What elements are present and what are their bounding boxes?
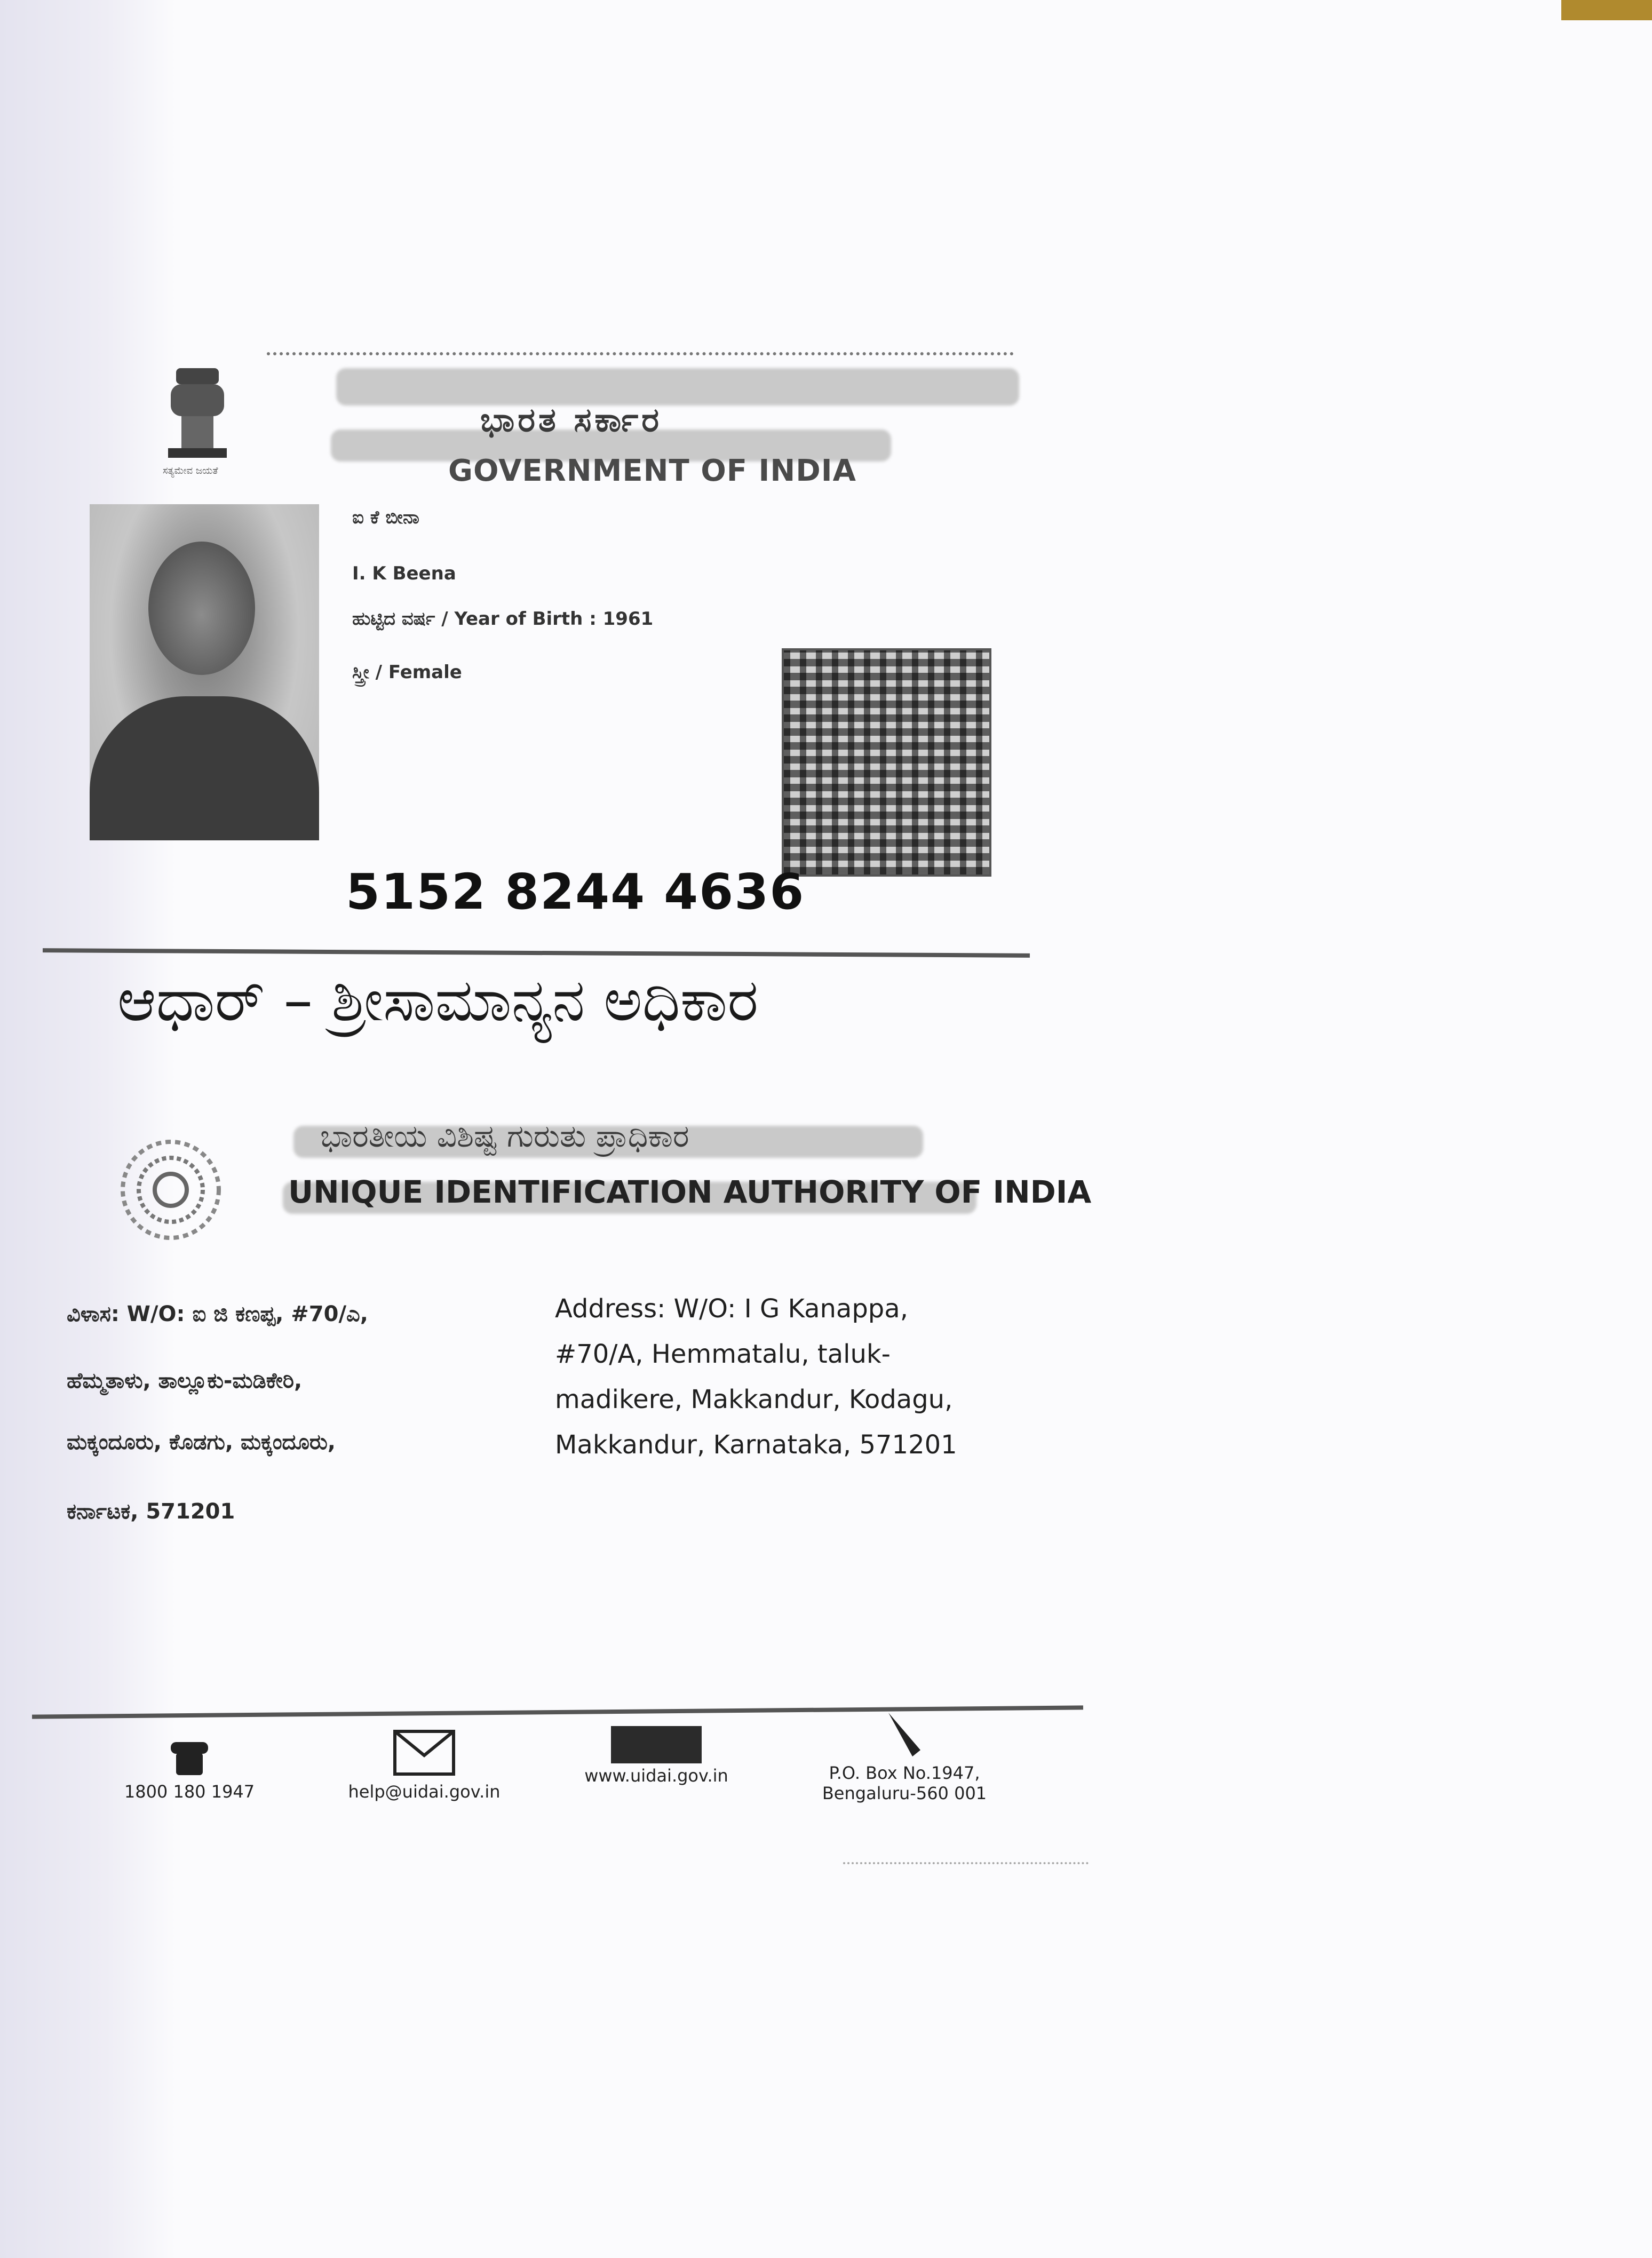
mail-icon [392,1726,456,1779]
phone-number: 1800 180 1947 [124,1782,255,1802]
address-kannada-line: ಕರ್ನಾಟಕ, 571201 [67,1499,235,1524]
divider-line [43,948,1030,958]
card-top-edge [267,352,1014,363]
web-icon [611,1726,702,1763]
footer-website [560,1726,752,1786]
aadhaar-number: 5152 8244 4636 [346,863,805,920]
emblem-caption: ಸತ್ಯಮೇವ ಜಯತೆ [163,465,218,476]
footer-phone [120,1737,259,1802]
gender: ಸ್ತ್ರೀ / Female [352,662,462,683]
phone-icon [165,1737,213,1779]
footer-address [790,1707,1019,1803]
aadhaar-slogan: ಆಧಾರ್ – ಶ್ರೀಸಾಮಾನ್ಯನ ಅಧಿಕಾರ [117,966,759,1034]
address-english-line: Address: W/O: I G Kanappa, [555,1294,908,1324]
po-box-line2: Bengaluru-560 001 [822,1783,987,1803]
pen-icon [880,1707,928,1761]
footer-email [320,1726,528,1802]
holder-photo [90,504,319,840]
address-english-line: #70/A, Hemmatalu, taluk- [555,1339,891,1369]
address-kannada-line: ಮಕ್ಕಂದೂರು, ಕೊಡಗು, ಮಕ್ಕಂದೂರು, [67,1430,336,1454]
header-english: GOVERNMENT OF INDIA [448,454,856,488]
year-of-birth: ಹುಟ್ಟಿದ ವರ್ಷ / Year of Birth : 1961 [352,608,654,630]
page-shadow [0,0,176,2258]
po-box-line1: P.O. Box No.1947, [829,1763,980,1783]
address-english-line: madikere, Makkandur, Kodagu, [555,1385,953,1414]
email-address: help@uidai.gov.in [348,1782,501,1802]
address-kannada-line: ಹೆಮ್ಮತಾಳು, ತಾಲ್ಲೂಕು-ಮಡಿಕೇರಿ, [67,1369,303,1393]
background-corner [1561,0,1652,20]
name-english: I. K Beena [352,563,456,584]
authority-english: UNIQUE IDENTIFICATION AUTHORITY OF INDIA [288,1174,1092,1210]
header-smudge [336,368,1019,406]
address-english-line: Makkandur, Karnataka, 571201 [555,1430,957,1460]
name-kannada: ಐ ಕೆ ಬೀನಾ [352,507,419,528]
address-kannada-line: ವಿಳಾಸ: W/O: ಐ ಜಿ ಕಣಪ್ಪ, #70/ಎ, [67,1302,368,1326]
qr-code [782,648,991,877]
website-url: www.uidai.gov.in [584,1766,728,1786]
header-kannada: ಭಾರತ ಸರ್ಕಾರ [480,400,663,439]
national-emblem-icon [160,363,235,475]
aadhaar-logo-icon [112,1134,229,1246]
card-bottom-edge [843,1862,1089,1864]
authority-kannada: ಭಾರತೀಯ ವಿಶಿಷ್ಟ ಗುರುತು ಪ್ರಾಧಿಕಾರ [320,1118,689,1154]
